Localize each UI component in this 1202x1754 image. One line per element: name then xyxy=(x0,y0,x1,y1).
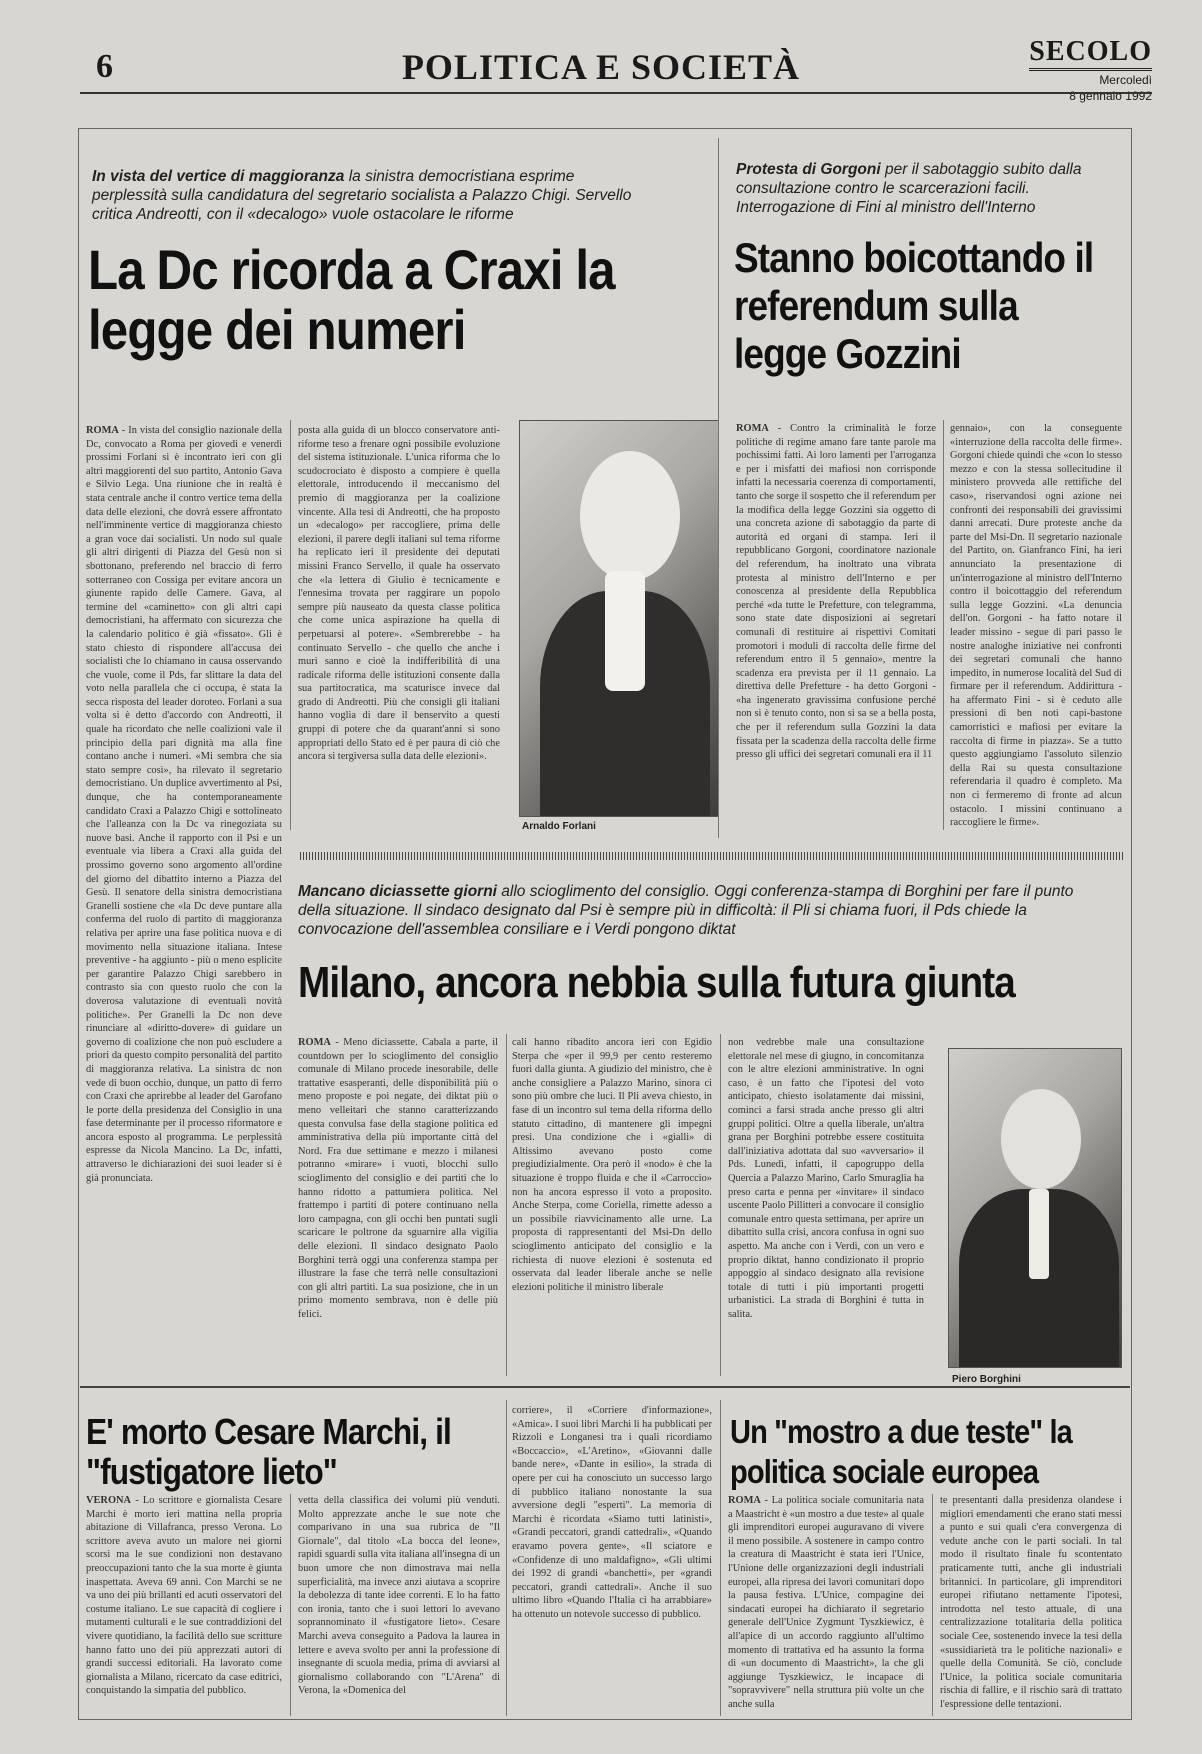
body-text: vetta della classifica dei volumi più venduti. Molto apprezzate anche le sue note che comparivano in una sua rubrica de "Il Giornale", dal titolo «La bocca del leone», rapidi sguardi sulla vita italiana all'insegna di un buon umore che non dimostrava mai nella superficialità, ma invece anzi aiutava a scoprire la debolezza di tante idee correnti. E lo ha fatto con ironia, tanto che i suoi lettori lo avevano soprannominato il «fustigatore lieto». Cesare Marchi aveva conseguito a Padova la laurea in lettere e aveva svolto per anni la professione di insegnante di scuola media, prima di avviarsi al giornalismo collaborando con "L'Arena" di Verona, la «Domenica del xyxy=(298,1495,500,1697)
article-milano-col3 xyxy=(728,1036,924,1376)
dateline: ROMA xyxy=(728,1495,761,1506)
body-text: - La politica sociale comunitaria nata a Maastricht è «un mostro a due teste» al quale gli imprenditori europei auguravano di vivere il meno possibile. A sostenere in campo contro la creatura di Maastricht è stata ieri l'Unice, l'Unione delle organizzazioni degli industriali europei, alla ripresa dei lavori comunitari dopo la pausa festiva. L'Unice, compagine dei sindacati europei ha dichiarato il segretario generale dell'Unice Zygmunt Tyszkiewicz, è all'apice di un accordo raggiunto all'ultimo momento di trattativa ed ha assunto la forma di «un documento di Maastricht», la che gli aggiunge Tyszkiewicz, le incapace di "sopravvivere" nella struttura più volte un che anche sulla xyxy=(728,1495,924,1710)
body-text: - Contro la criminalità le forze politiche di regime amano fare tante parole ma pochissimi fatti. Ai loro lamenti per l'arroganza e per i misfatti dei mafiosi non corrisponde infatti la necessaria coerenza di comportamenti, tanto che sorge il sospetto che il referendum per la modifica della legge Gozzini sia oggetto di una concreta azione di sabotaggio da parte di autorità ed organi di stampa. Ieri il repubblicano Gorgoni, coordinatore nazionale del referendum, ha inoltrato una vibrata protesta al ministro dell'Interno e per conoscenza al presidente della Repubblica perché «da tutte le Prefetture, con telegramma, sono state date disposizioni ai segretari comunali di restituire ai rispettivi Comitati promotori i moduli di raccolta delle firme del referendum entro il 5 gennaio», mentre la scadenza era prevista per il 11 gennaio. La direttiva delle Prefetture - ha detto Gorgoni - «ha ingenerato gravissima confusione perché non si è tenuto conto, non si sa se a bella posta, che per il referendum sulla Gozzini la data fissata per la scadenza della raccolta delle firme presso gli uffici dei segretari comunali era il 11 xyxy=(736,423,936,761)
article-milano-col2 xyxy=(512,1036,712,1376)
article-europa-col2 xyxy=(940,1494,1122,1716)
column-rule xyxy=(943,420,944,830)
article-milano-col1 xyxy=(298,1036,498,1376)
body-text: - In vista del consiglio nazionale della Dc, convocato a Roma per giovedì e venerdì prossimi Forlani si è incontrato ieri con gli altri maggiorenti del suo partito, Antonio Gava e Silvio Lega. Una riunione che in realtà è stata centrale anche il contro vertice tema della data delle elezioni, che dovrà essere affrontato nell'imminente vertice di maggioranza chiesto a gran voce dai socialisti. Un nodo sul quale gli altri dirigenti di Piazza del Gesù non si sbottonano, preferendo nel braccio di ferro sotterraneo con Cossiga per evitare ancora un giunente rapido delle Camere. Gava, al termine del «caminetto» con gli altri capi democristiani, ha affermato con sicurezza che la calendario politico è già «fissato». Gli è stato chiesto di rispondere all'accusa dei socialisti che lo chiamano in causa osservando che vuole, come il Pds, far slittare la data del voto nella parallela che ci occupa, è stata la secca risposta del leader doroteo. Forlani a sua volta si è detto d'accordo con Andreotti, il quale ha ricordato che nelle coalizioni vale il principio della pari dignità ma alla fine contano anche i numeri. «Mi sembra che sia stato sempre così», ha rilevato il segretario democristiano. Un duplice avvertimento al Psi, dunque, che ha contemporaneamente candidato Craxi a Palazzo Chigi e sottolineato che l'alleanza con la Dc va rinegoziata su nuove basi. Anche il rapporto con il Psi e un eventuale via libera a Craxi alla guida del prossimo governo sono argomento all'ordine del giorno del dibattito interno a Piazza del Gesù. Il senatore della sinistra democristiana Granelli sostiene che «la Dc deve puntare alla conferma del ruolo di partito di maggioranza relativa per aprire una fase politica nuova e di movimento nella situazione italiana. Intese preventive - ha aggiunto - più o meno esplicite per garantire Palazzo Chigi sarebbero in contrasto sia con questo ruolo che con la doverosa valutazione di eventuali novità politiche». Per Granelli la Dc non deve rinunciare al «diritto-dovere» di guidare un governo di coalizione che non può escludere a priori da questo compito personalità del partito di maggioranza relativa. La sinistra dc non vede di buon occhio, dunque, un patto di ferro con Craxi che aprirebbe al leader del Garofano le porte della presidenza del Consiglio in una fase determinante per il processo riformatore e ancora esposto al programma. Le perplessità espresse da Nicola Mancino. La Dc, infatti, attraverso le dichiarazioni dei suoi leader si è già pronunciata. xyxy=(86,425,282,1184)
article-referendum-col2 xyxy=(950,422,1122,830)
article-milano-kicker xyxy=(298,882,1098,939)
article-referendum-headline: Stanno boicottando il referendum sulla legge Gozzini xyxy=(734,234,1094,377)
section-divider-bottom xyxy=(80,1386,1130,1388)
article-referendum-col1 xyxy=(736,422,936,830)
article-dc-kicker xyxy=(92,167,640,224)
photo-piero-borghini xyxy=(948,1048,1122,1368)
photo-caption-borghini: Piero Borghini xyxy=(952,1374,1021,1385)
photo-caption-forlani: Arnaldo Forlani xyxy=(522,821,596,832)
body-text: te presentanti dalla presidenza olandese i migliori emendamenti che erano stati messi a punto e sui quali c'era convergenza di vedute anche con le parti sociali. In tal modo il risultato finale fu scontentato praticamente tutti, anche gli industriali britannici. In particolare, gli imprenditori europei rifiutano nettamente l'ipotesi, introdotta nel testo attuale, di una centralizzazione totalitaria della politica sociale Cee, sostenendo invece la tesi della «sussidiarietà tra le politiche nazionali» e quelle della Comunità. Se ciò, conclude l'Unice, la politica sociale comunitaria rischia di fallire, e il rischio sarà di trattato l'espressione delle tentazioni. xyxy=(940,1495,1122,1710)
body-text: - Lo scrittore e giornalista Cesare Marchi è morto ieri mattina nella propria abitazione di Villafranca, presso Verona. Lo scrittore aveva avuto un malore nei giorni scorsi ma le sue condizioni non destavano preoccupazioni tanto che la sua morte è giunta inaspettata. Aveva 69 anni. Con Marchi se ne va uno dei più brillanti ed acuti osservatori del costume italiano. Le sue capacità di cogliere i mutamenti culturali e le sue contraddizioni del vivere quotidiano, la facilità dello sue scritture hanno fatto uno dei più apprezzati autori di grandi successi editoriali. Ha lavorato come giornalista a Milano, ricercato da case editrici, conquistando la simpatia del pubblico. xyxy=(86,1495,282,1697)
body-text: cali hanno ribadito ancora ieri con Egidio Sterpa che «per il 99,9 per cento resteremo fuori dalla giunta. A giudizio del ministro, che è anche consigliere a Palazzo Marino, sinora ci sono più ombre che luci. Il Pli aveva chiesto, in fase di un incontro sul tema della riforma dello statuto cittadino, di mantenere gli impegni presi. Una condizione che i «gialli» di Altissimo avevano posto come pregiudizialmente. Ora però il «nodo» è che la situazione è troppo fluida e che il «Carroccio» non ha ancora espresso il voto a proposito. Anche Sterpa, come Coriella, rimette adesso a un possibile riavvicinamento alle urne. La proposta di rappresentanti del Msi-Dn dello scioglimento anticipato del consiglio e la richiesta di nuove elezioni è sostenuta ed osservata dal leader liberale anche se nelle elezioni politiche il ministro liberale xyxy=(512,1037,712,1293)
dateline: ROMA xyxy=(736,423,769,434)
article-marchi-col1 xyxy=(86,1494,282,1716)
kicker-lead: Mancano diciassette giorni xyxy=(298,883,497,900)
issue-day: Mercoledì xyxy=(1099,73,1152,87)
article-dc-col1 xyxy=(86,424,282,1379)
kicker-text: per il sabotaggio subito dalla consultazione contro le scarcerazioni facili. Interrogazione di Fini al ministro dell'Interno xyxy=(736,161,1082,216)
article-dc-headline: La Dc ricorda a Craxi la legge dei numeri xyxy=(88,238,615,361)
kicker-lead: In vista del vertice di maggioranza xyxy=(92,168,345,185)
article-referendum-kicker xyxy=(736,160,1116,217)
article-dc-col2 xyxy=(298,424,500,836)
article-europa-col1 xyxy=(728,1494,924,1716)
article-marchi-col3 xyxy=(512,1404,712,1716)
section-divider-hatch xyxy=(300,852,1124,860)
photo-arnaldo-forlani xyxy=(519,420,719,817)
page-number: 6 xyxy=(96,48,113,85)
dateline: ROMA xyxy=(298,1037,331,1048)
kicker-lead: Protesta di Gorgoni xyxy=(736,161,881,178)
dateline: VERONA xyxy=(86,1495,132,1506)
issue-date: 8 gennaio 1992 xyxy=(1069,89,1152,103)
column-rule xyxy=(290,1494,291,1716)
column-rule xyxy=(506,1400,507,1716)
body-text: gennaio», con la conseguente «interruzione della raccolta delle firme». Gorgoni chiede quindi che «con lo stesso mezzo e con la stessa sollecitudine il ministero provveda alle rettifiche del caso», riservandosi ogni azione nei confronti dei responsabili dei gravissimi danni arrecati. Dure proteste anche da parte del Msi-Dn. Il segretario nazionale del Partito, on. Gianfranco Fini, ha ieri annunciato la presentazione di un'interrogazione al ministro dell'Interno contro il boicottaggio del referendum sulla legge Gozzini. «La denuncia dell'on. Gorgoni - ha fatto notare il leader missino - segue di pari passo le nostre analoghe iniziative nei confronti dei segretari comunali che hanno impedito, in numerose località del Sud di firmare per il referendum. Addirittura - ha affermato Fini - si è ceduto alle pressioni di ben noti capi-bastone camorristici e mafiosi per evitare la raccolta di firme in piazza». Se a tutto questo aggiungiamo l'assoluto silenzio della Rai su questa consultazione referendaria il quadro è completo. Ma non ci fermeremo di fronte ad alcun ostacolo. I missini continuano a raccogliere le firme». xyxy=(950,423,1122,829)
article-marchi-col2 xyxy=(298,1494,500,1716)
column-rule xyxy=(290,420,291,830)
section-title: POLITICA E SOCIETÀ xyxy=(401,47,801,87)
article-marchi-headline: E' morto Cesare Marchi, il "fustigatore lieto" xyxy=(86,1411,451,1492)
body-text: non vedrebbe male una consultazione elettorale nel mese di giugno, in concomitanza con le altre elezioni amministrative. In ogni caso, è un fatto che l'ipotesi del voto anticipato, chiesto isolatamente dai missini, cominci a farsi strada anche presso gli altri gruppi politici. Oltre a quella liberale, un'altra grana per Borghini potrebbe essere costituita dall'iniziativa adottata dal suo «avversario» il Pds. Lunedì, infatti, il capogruppo della Quercia a Palazzo Marino, Carlo Smuraglia ha preso carta e penna per «invitare» il sindaco uscente Paolo Pillitteri a convocare il consiglio comunale entro questa settimana, per aprire un dibattito sulla crisi, ancora confusa in ogni suo aspetto. Ma anche con i Verdi, con un vero e proprio diktat, hanno condizionato il proprio appoggio al sindaco designato alla revisione totale di tutti i più importanti progetti urbanistici. La strada di Borghini è tutta in salita. xyxy=(728,1037,924,1320)
body-text: corriere», il «Corriere d'informazione», «Amica». I suoi libri Marchi li ha pubblicati per Rizzoli e Longanesi tra i quali ricordiamo «Boccaccio», «L'Aretino», «Giovanni dalle bande nere», «Dante in esilio», la strada di opere per cui ha conosciuto un successo largo di pubblico italiano nonostante la sua avversione degli "esperti". La memoria di Marchi è ricordata «Siamo tutti latinisti», «Grandi peccatori, grandi cattedrali», «Quando eravamo povera gente», «Il sciatore e «Confidenze di uno maldafigno», «Gli ultimi dei 1992 di grandi «banchetti», per «grandi peccatori, grandi cattedrali». Anche il suo ultimo libro «Quando l'Italia ci ha arrabbiare» ha ottenuto un notevole successo di pubblico. xyxy=(512,1405,712,1620)
kicker-text: la sinistra democristiana esprime perplessità sulla candidatura del segretario socialista a Palazzo Chigi. Servello critica Andreotti, con il «decalogo» vuole ostacolare le riforme xyxy=(92,168,632,223)
column-rule xyxy=(720,1400,721,1716)
body-text: posta alla guida di un blocco conservatore anti-riforme teso a frenare ogni possibile evoluzione del sistema istituzionale. L'unica riforma che lo scudocrociato è disposto a compiere è quella elettorale, introducendo il meccanismo del premio di maggioranza per la coalizione vincente. Alla tesi di Andreotti, che ha proposto un «decalogo» per raccogliere, prima delle elezioni, il parere degli italiani sul tema riforme ha replicato ieri il presidente dei deputati missini Franco Servello, il quale ha osservato che «la lettera di Giulio è tecnicamente e l'ennesima trovata per raggirare un popolo sempre più nauseato da questa classe politica che come unica aspirazione ha quella di perpetuarsi al potere». «Sembrerebbe - ha continuato Servello - che quello che anche i muri sanno e cioè la indifferibilità di una radicale riforma delle istituzioni consente dalla sua partitocratica, ma scaturisce invece dal grado di Andreotti. Più che consigli gli italiani hanno voglia di dare il benservito a questi gruppi di potere che da quarant'anni si sono appropriati dello Stato ed è per paura di ciò che ancora si tergiversa sulla data delle elezioni». xyxy=(298,425,500,763)
article-europa-headline: Un "mostro a due teste" la politica sociale europea xyxy=(730,1413,1072,1490)
column-rule xyxy=(932,1494,933,1716)
column-rule xyxy=(720,1034,721,1376)
body-text: - Meno diciassette. Cabala a parte, il countdown per lo scioglimento del consiglio comunale di Milano procede inesorabile, delle trattative esasperanti, delle disponibilità più o meno proposte e poi negate, dei diktat più o meno velleitari che stanno caratterizzando questa convulsa fase della stagione politica ed amministrativa della più importante città del Nord. Fra due settimane e mezzo i milanesi potranno «mirare» i vuoti, blocchi sullo scioglimento del consiglio e dei partiti che lo hanno ridotto a pattumiera politica. Nel frattempo i partiti di potere continuano nella loro campagna, con gli occhi ben puntati sugli scaricare le poltrone da sguarnire alla vigilia delle elezioni. Il sindaco designato Paolo Borghini terrà oggi una conferenza stampa per illustrare la fase che terrà nelle consultazioni con gli altri partiti. La sua posizione, che in un primo momento sembrava, non è delle più felici. xyxy=(298,1037,498,1320)
brand-logo: SECOLO xyxy=(1029,36,1152,71)
column-rule xyxy=(506,1034,507,1376)
article-milano-headline: Milano, ancora nebbia sulla futura giunta xyxy=(298,958,1015,1007)
page-divider-vertical xyxy=(718,138,719,838)
header-rule xyxy=(80,92,1152,94)
dateline: ROMA xyxy=(86,425,119,436)
kicker-text: allo scioglimento del consiglio. Oggi conferenza-stampa di Borghini per fare il punto della situazione. Il sindaco designato dal Psi è sempre più in difficoltà: il Pli si chiama fuori, il Pds chiede la convocazione dell'assemblea consiliare e i Verdi pongono diktat xyxy=(298,883,1074,938)
